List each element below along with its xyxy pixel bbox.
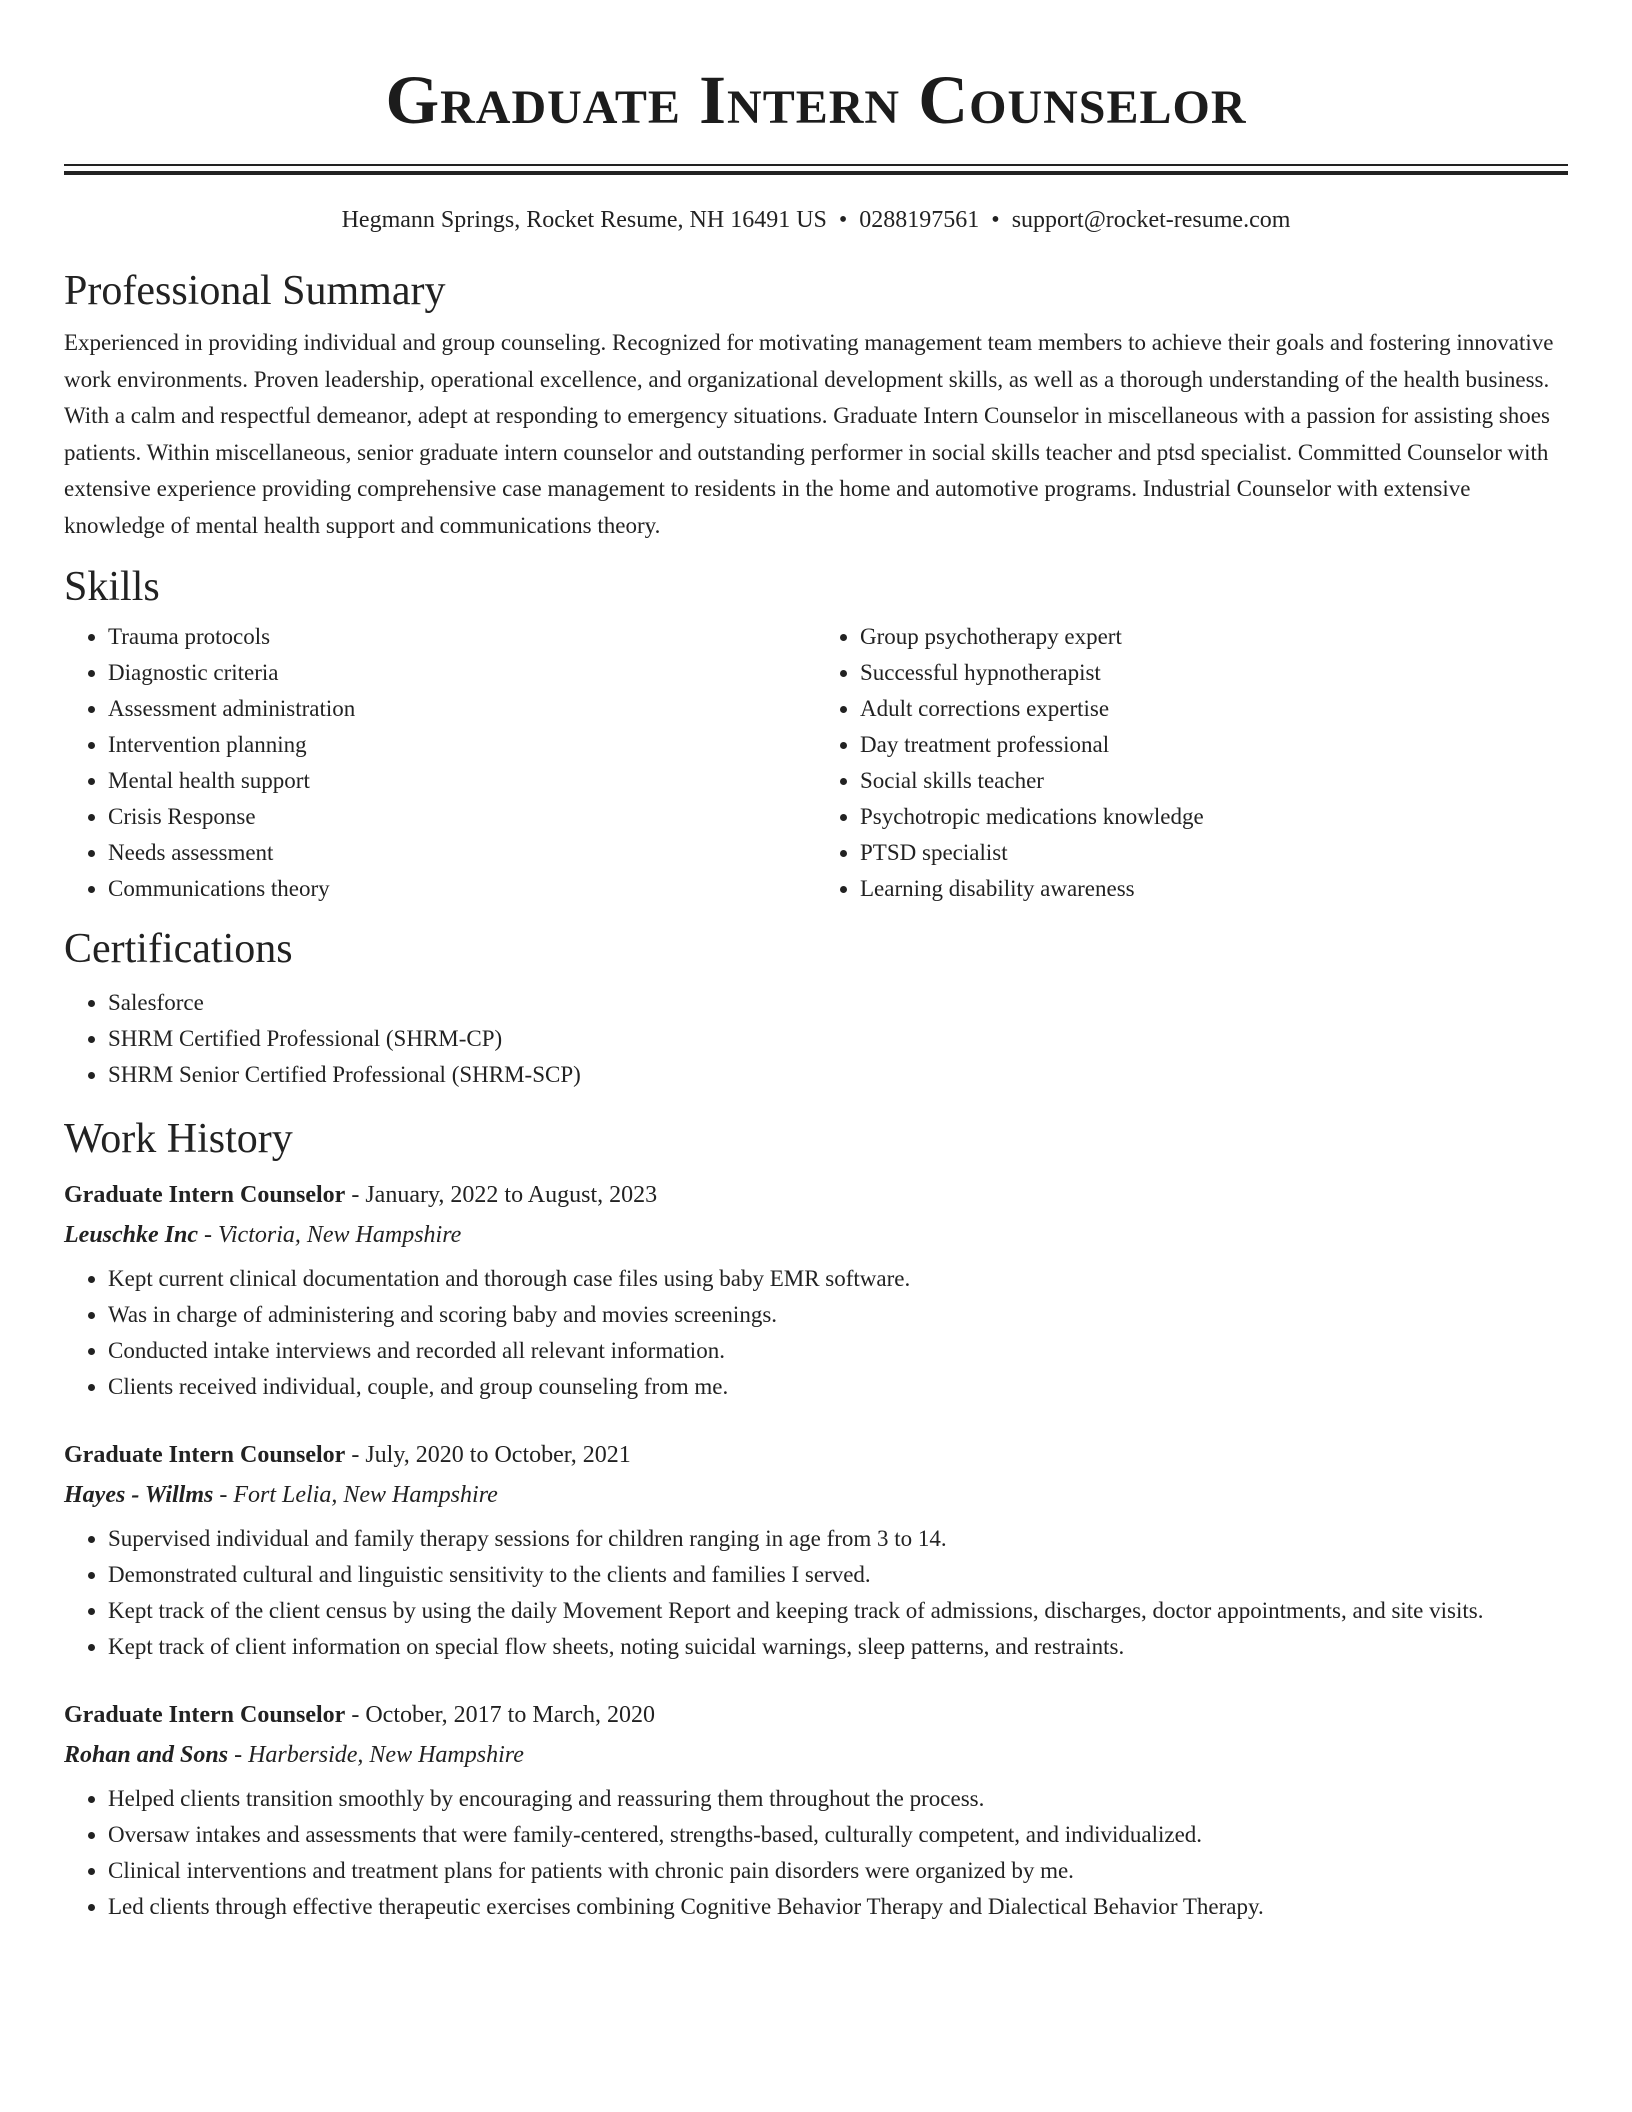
skills-columns	[64, 619, 1568, 907]
certification-item: • Salesforce	[108, 985, 1568, 1021]
job-bullet: • Conducted intake interviews and recorded all relevant information.	[108, 1333, 1568, 1369]
job-title-line	[64, 1695, 1568, 1735]
skill-item: • Assessment administration	[108, 691, 816, 727]
job-bullet: • Led clients through effective therapeutic exercises combining Cognitive Behavior Therapy and Dialectical Behavior Therapy.	[108, 1889, 1568, 1925]
job-dates: January, 2022 to August, 2023	[365, 1181, 658, 1208]
certification-item: • SHRM Senior Certified Professional (SHRM-SCP)	[108, 1057, 1568, 1093]
skill-item: • Social skills teacher	[860, 763, 1568, 799]
job-location: Victoria, New Hampshire	[218, 1221, 462, 1248]
summary-heading: Professional Summary	[64, 268, 446, 314]
job-dash: -	[351, 1181, 360, 1208]
job-bullet: • Was in charge of administering and scoring baby and movies screenings.	[108, 1297, 1568, 1333]
summary-text: Experienced in providing individual and group counseling. Recognized for motivating management team members to achieve their goals and fostering innovative work environments. Proven leadership, operational excellence, and organizational development skills, as well as a thorough understanding of the health business. With a calm and respectful demeanor, adept at responding to emergency situations. Graduate Intern Counselor in miscellaneous with a passion for assisting shoes patients. Within miscellaneous, senior graduate intern counselor and outstanding performer in social skills teacher and ptsd specialist. Committed Counselor with extensive experience providing comprehensive case management to residents in the home and automotive programs. Industrial Counselor with extensive knowledge of mental health support and communications theory.	[64, 330, 1554, 538]
skills-heading: Skills	[64, 563, 160, 610]
skill-item: • Adult corrections expertise	[860, 691, 1568, 727]
certification-item: • SHRM Certified Professional (SHRM-CP)	[108, 1021, 1568, 1057]
job-bullet: • Kept current clinical documentation and thorough case files using baby EMR software.	[108, 1261, 1568, 1297]
job-dash: -	[234, 1741, 243, 1768]
job-dates: October, 2017 to March, 2020	[365, 1701, 655, 1728]
job-location: Harberside, New Hampshire	[248, 1741, 524, 1768]
skill-item: • Crisis Response	[108, 799, 816, 835]
contact-address: Hegmann Springs, Rocket Resume, NH 16491 US	[341, 207, 827, 233]
skill-item: • Diagnostic criteria	[108, 655, 816, 691]
job-company: Rohan and Sons	[64, 1741, 229, 1768]
header-divider	[64, 164, 1568, 175]
job-dash: -	[219, 1481, 228, 1508]
skill-item: • Intervention planning	[108, 727, 816, 763]
job-title-line	[64, 1435, 1568, 1475]
job-title-line	[64, 1175, 1568, 1215]
contact-line	[64, 205, 1568, 235]
job-entry	[64, 1435, 1568, 1665]
job-title: Graduate Intern Counselor	[64, 1701, 346, 1728]
skill-item: • Communications theory	[108, 871, 816, 907]
contact-email: support@rocket-resume.com	[1011, 207, 1291, 233]
work-history-heading: Work History	[64, 1115, 293, 1162]
job-company-line	[64, 1475, 1568, 1515]
job-location: Fort Lelia, New Hampshire	[233, 1481, 498, 1508]
job-entry	[64, 1695, 1568, 1925]
contact-phone: 0288197561	[859, 207, 980, 233]
job-bullets	[64, 1261, 1568, 1405]
job-bullet: • Clinical interventions and treatment plans for patients with chronic pain disorders were organized by me.	[108, 1853, 1568, 1889]
contact-separator: •	[838, 207, 848, 233]
certifications-list	[64, 985, 1568, 1093]
job-bullet: • Supervised individual and family therapy sessions for children ranging in age from 3 to 14.	[108, 1521, 1568, 1557]
job-dash: -	[351, 1701, 360, 1728]
job-dash: -	[204, 1221, 212, 1248]
job-bullet: • Helped clients transition smoothly by encouraging and reassuring them throughout the process.	[108, 1781, 1568, 1817]
job-title: Graduate Intern Counselor	[64, 1181, 346, 1208]
skill-item: • Learning disability awareness	[860, 871, 1568, 907]
job-bullets	[64, 1781, 1568, 1925]
job-company-line	[64, 1735, 1568, 1775]
skills-list-right	[816, 619, 1568, 907]
skills-list-left	[64, 619, 816, 907]
skill-item: • Group psychotherapy expert	[860, 619, 1568, 655]
job-entry	[64, 1175, 1568, 1405]
job-company-line	[64, 1215, 1568, 1255]
certifications-heading: Certifications	[64, 925, 293, 972]
job-bullet: • Oversaw intakes and assessments that were family-centered, strengths-based, culturally competent, and individualized.	[108, 1817, 1568, 1853]
contact-separator: •	[991, 207, 1000, 233]
job-bullets	[64, 1521, 1568, 1665]
job-title: Graduate Intern Counselor	[64, 1441, 346, 1468]
job-dates: July, 2020 to October, 2021	[365, 1441, 631, 1468]
skill-item: • Day treatment professional	[860, 727, 1568, 763]
job-bullet: • Kept track of client information on special flow sheets, noting suicidal warnings, sleep patterns, and restraints.	[108, 1629, 1568, 1665]
skill-item: • Needs assessment	[108, 835, 816, 871]
job-bullet: • Clients received individual, couple, and group counseling from me.	[108, 1369, 1568, 1405]
skill-item: • Successful hypnotherapist	[860, 655, 1568, 691]
job-company: Leuschke Inc	[64, 1221, 198, 1248]
job-dash: -	[351, 1441, 360, 1468]
resume-name: Graduate Intern Counselor	[385, 62, 1247, 138]
skill-item: • Trauma protocols	[108, 619, 816, 655]
skill-item: • Mental health support	[108, 763, 816, 799]
job-company: Hayes - Willms	[64, 1481, 214, 1508]
skill-item: • Psychotropic medications knowledge	[860, 799, 1568, 835]
job-bullet: • Kept track of the client census by using the daily Movement Report and keeping track of admissions, discharges, doctor appointments, and site visits.	[108, 1593, 1568, 1629]
skill-item: • PTSD specialist	[860, 835, 1568, 871]
job-bullet: • Demonstrated cultural and linguistic sensitivity to the clients and families I served.	[108, 1557, 1568, 1593]
